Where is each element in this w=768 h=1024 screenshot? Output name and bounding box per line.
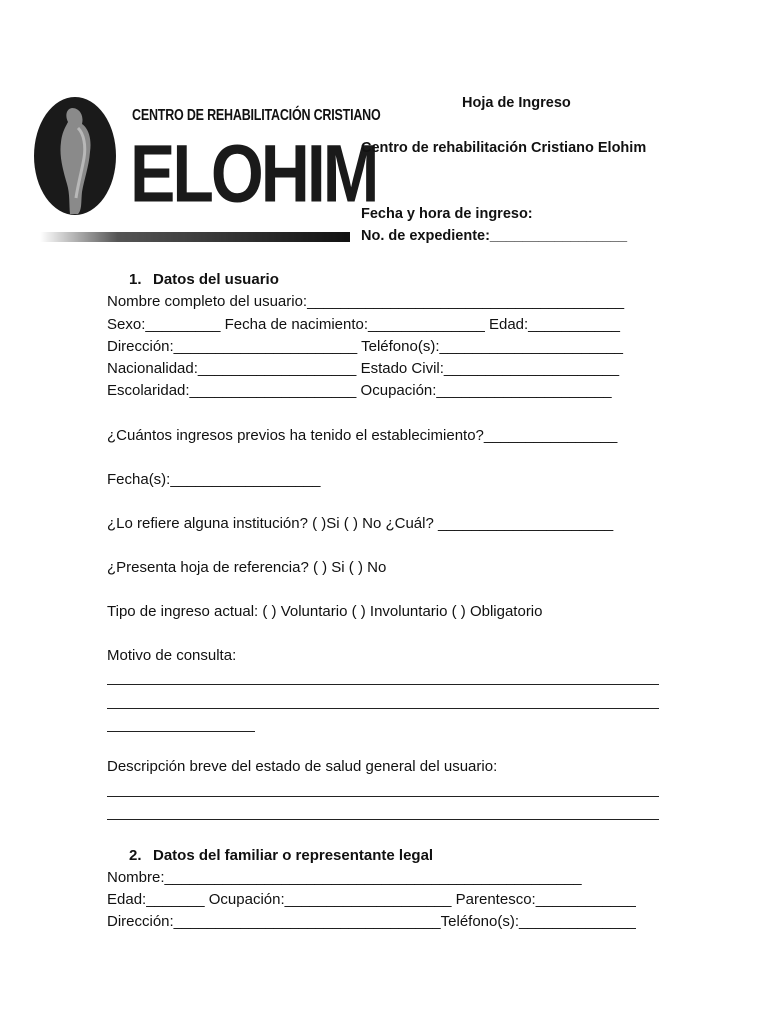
section-2-label: Datos del familiar o representante legal (153, 847, 434, 864)
field-tipo-ingreso[interactable]: Tipo de ingreso actual: ( ) Voluntario ( ) Involuntario ( ) Obligatorio (107, 603, 543, 620)
center-name: Centro de rehabilitación Cristiano Elohim (361, 140, 647, 156)
field-hoja-referencia[interactable]: ¿Presenta hoja de referencia? ( ) Si ( ) No (107, 559, 387, 576)
field-ingresos-previos[interactable]: ¿Cuántos ingresos previos ha tenido el establecimiento?________________ (107, 427, 618, 444)
section-2-number: 2. (129, 847, 142, 864)
motivo-blank-line-2[interactable] (107, 708, 659, 709)
label-descripcion-salud: Descripción breve del estado de salud general del usuario: (107, 758, 498, 775)
field-nacionalidad-estado-civil[interactable]: Nacionalidad:___________________ Estado Civil:_____________________ (107, 360, 620, 377)
motivo-blank-line-1[interactable] (107, 684, 659, 685)
label-motivo-consulta: Motivo de consulta: (107, 647, 237, 664)
section-1-title (129, 270, 279, 290)
field-familiar-nombre[interactable]: Nombre:__________________________________________________ (107, 869, 582, 886)
logo-big-text: ELOHIM (130, 128, 377, 220)
fecha-hora-ingreso: Fecha y hora de ingreso: (361, 206, 533, 222)
numero-expediente: No. de expediente:_________________ (361, 228, 628, 244)
field-sexo-fecha-edad[interactable]: Sexo:_________ Fecha de nacimiento:______________ Edad:___________ (107, 316, 620, 333)
field-familiar-direccion-telefono[interactable]: Dirección:________________________________Teléfono(s):______________ (107, 913, 636, 930)
field-familiar-edad-ocupacion-parentesco[interactable]: Edad:_______ Ocupación:____________________ Parentesco:____________ (107, 891, 636, 908)
field-fechas[interactable]: Fecha(s):__________________ (107, 471, 321, 488)
section-1-number: 1. (129, 271, 142, 288)
elohim-logo (32, 94, 381, 248)
field-direccion-telefono[interactable]: Dirección:______________________ Teléfono(s):______________________ (107, 338, 624, 355)
descripcion-blank-line-2[interactable] (107, 819, 659, 820)
field-refiere-institucion[interactable]: ¿Lo refiere alguna institución? ( )Si ( ) No ¿Cuál? _____________________ (107, 515, 614, 532)
motivo-blank-line-3[interactable] (107, 731, 255, 732)
descripcion-blank-line-1[interactable] (107, 796, 659, 797)
field-escolaridad-ocupacion[interactable]: Escolaridad:____________________ Ocupación:_____________________ (107, 382, 612, 399)
section-1-label: Datos del usuario (153, 271, 279, 288)
logo-top-text: CENTRO DE REHABILITACIÓN CRISTIANO (132, 106, 381, 124)
form-title: Hoja de Ingreso (462, 95, 571, 111)
field-nombre-completo[interactable]: Nombre completo del usuario:______________________________________ (107, 293, 625, 310)
section-2-title (129, 846, 433, 866)
